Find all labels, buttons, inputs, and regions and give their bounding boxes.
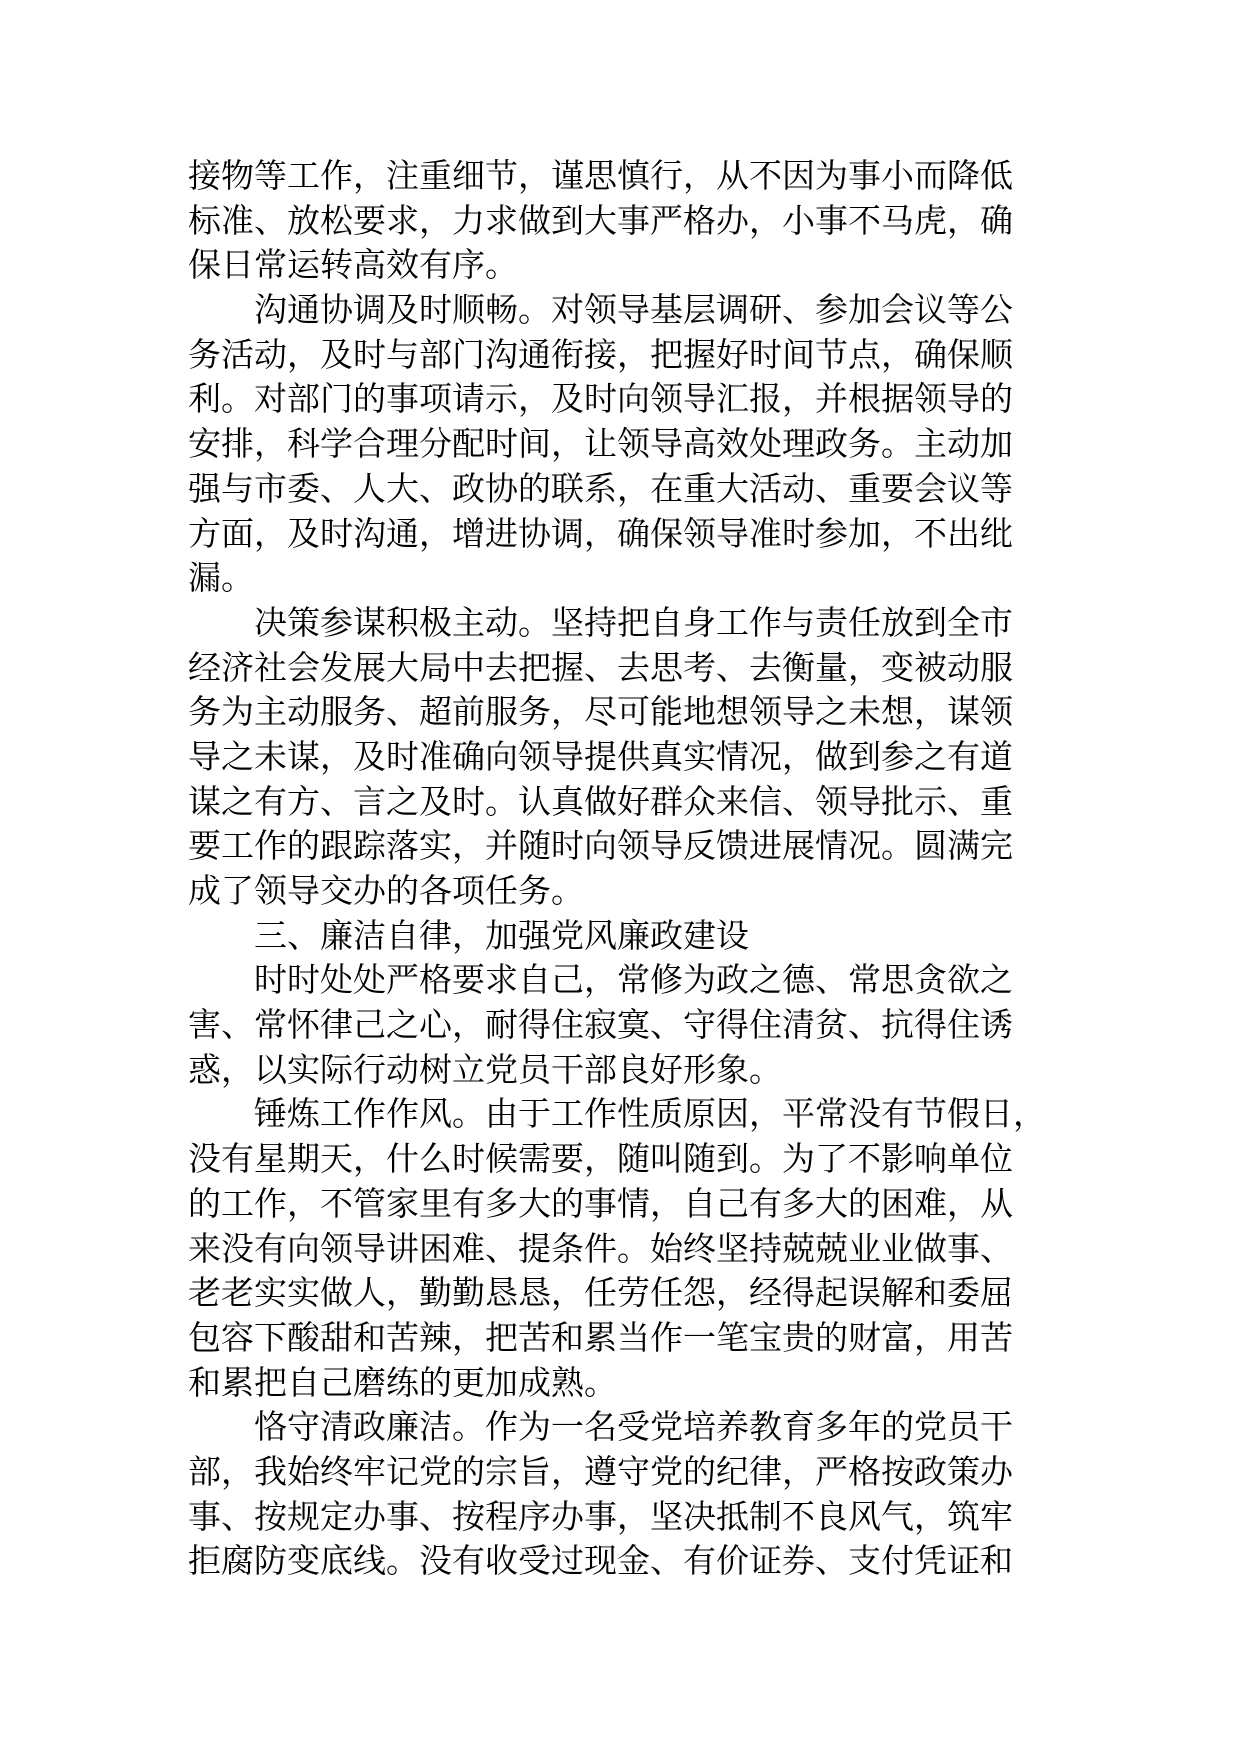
text-line: 接物等工作，注重细节，谨思慎行，从不因为事小而降低: [188, 156, 1013, 195]
text-line: 包容下酸甜和苦辣，把苦和累当作一笔宝贵的财富，用苦: [188, 1317, 1013, 1357]
text-line: 标准、放松要求，力求做到大事严格办，小事不马虎，确: [188, 200, 1013, 240]
text-line: 要工作的跟踪落实，并随时向领导反馈进展情况。圆满完: [188, 826, 1013, 866]
text-line: 部，我始终牢记党的宗旨，遵守党的纪律，严格按政策办: [188, 1451, 1013, 1491]
paragraph-first-line: 沟通协调及时顺畅。对领导基层调研、参加会议等公: [254, 290, 1013, 330]
paragraph-first-line: 锤炼工作作风。由于工作性质原因，平常没有节假日，: [254, 1094, 1046, 1134]
paragraph-first-line: 三、廉洁自律，加强党风廉政建设: [254, 915, 749, 955]
text-line: 拒腐防变底线。没有收受过现金、有价证券、支付凭证和: [188, 1541, 1013, 1581]
text-line: 成了领导交办的各项任务。: [188, 871, 584, 910]
paragraph-first-line: 恪守清政廉洁。作为一名受党培养教育多年的党员干: [254, 1407, 1013, 1447]
text-line: 漏。: [188, 558, 254, 598]
text-line: 害、常怀律己之心，耐得住寂寞、守得住清贫、抗得住诱: [188, 1005, 1013, 1045]
text-line: 的工作，不管家里有多大的事情，自己有多大的困难，从: [188, 1183, 1013, 1223]
document-body: [188, 154, 1068, 1584]
text-line: 和累把自己磨练的更加成熟。: [188, 1362, 617, 1402]
text-line: 经济社会发展大局中去把握、去思考、去衡量，变被动服: [188, 647, 1013, 687]
text-line: 利。对部门的事项请示，及时向领导汇报，并根据领导的: [188, 379, 1013, 419]
text-line: 老老实实做人，勤勤恳恳，任劳任怨，经得起误解和委屈: [188, 1273, 1013, 1313]
text-line: 保日常运转高效有序。: [188, 245, 518, 285]
paragraph-first-line: 时时处处严格要求自己，常修为政之德、常思贪欲之: [254, 960, 1013, 1000]
text-line: 导之未谋，及时准确向领导提供真实情况，做到参之有道: [188, 736, 1013, 776]
text-line: 惑，以实际行动树立党员干部良好形象。: [188, 1049, 782, 1089]
text-line: 谋之有方、言之及时。认真做好群众来信、领导批示、重: [188, 781, 1013, 821]
text-line: 方面，及时沟通，增进协调，确保领导准时参加，不出纰: [188, 513, 1013, 553]
text-line: 没有星期天，什么时候需要，随叫随到。为了不影响单位: [188, 1139, 1013, 1179]
paragraph-first-line: 决策参谋积极主动。坚持把自身工作与责任放到全市: [254, 602, 1013, 642]
text-line: 务为主动服务、超前服务，尽可能地想领导之未想，谋领: [188, 692, 1013, 732]
text-line: 事、按规定办事、按程序办事，坚决抵制不良风气，筑牢: [188, 1496, 1013, 1536]
text-line: 安排，科学合理分配时间，让领导高效处理政务。主动加: [188, 424, 1013, 464]
text-line: 务活动，及时与部门沟通衔接，把握好时间节点，确保顺: [188, 334, 1013, 374]
text-line: 来没有向领导讲困难、提条件。始终坚持兢兢业业做事、: [188, 1228, 1013, 1268]
text-line: 强与市委、人大、政协的联系，在重大活动、重要会议等: [188, 468, 1013, 508]
